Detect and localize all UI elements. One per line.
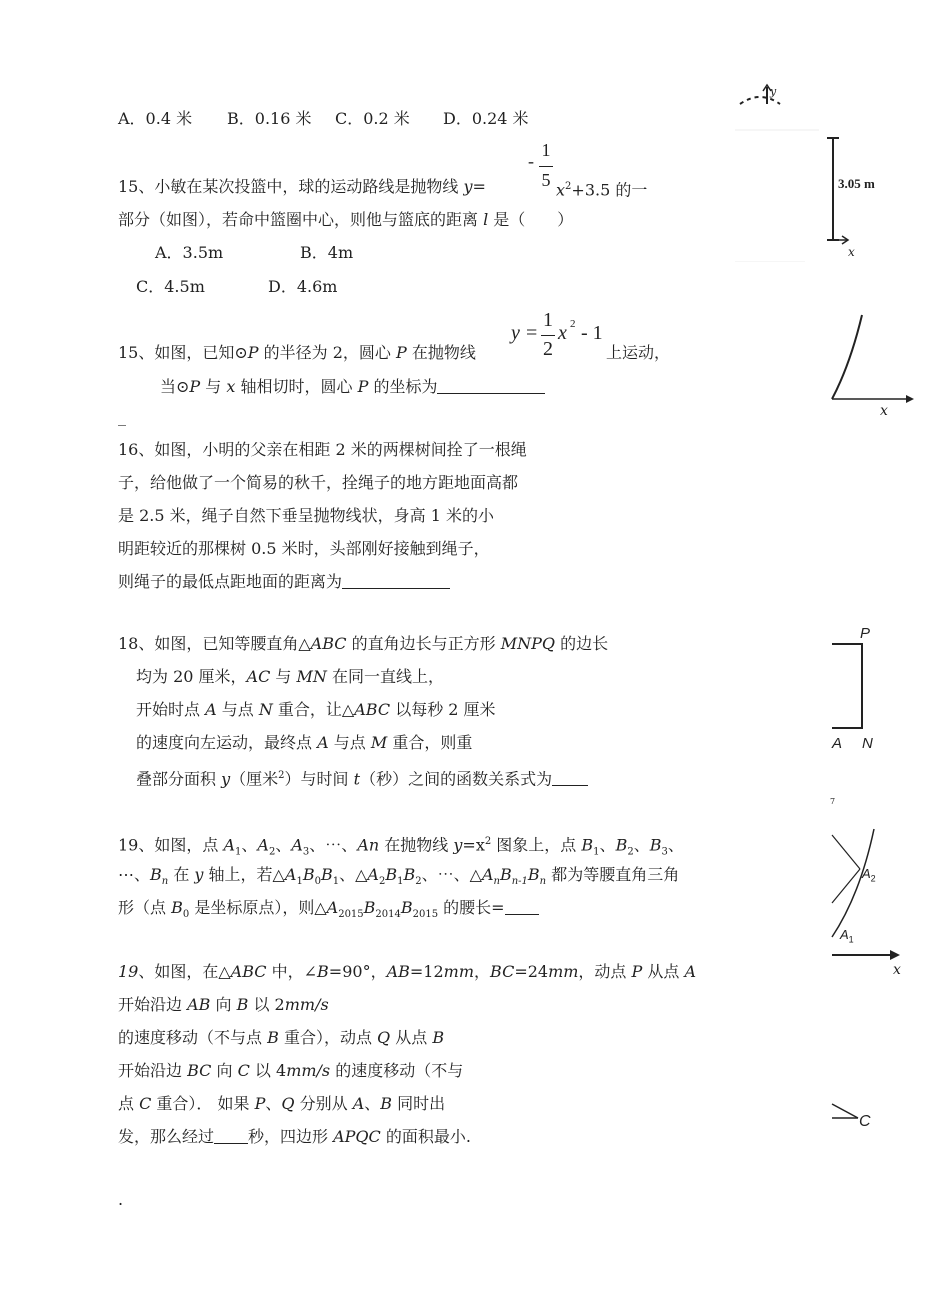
q16-line5: 则绳子的最低点距地面的距离为 [118,572,450,592]
q16-line3: 是 2.5 米，绳子自然下垂呈抛物线状，身高 1 米的小 [118,506,494,525]
q19a-fig-A2-label: $A_2$ [862,866,876,884]
q15b-line2: 当⊙P 与 x 轴相切时，圆心 P 的坐标为 [160,377,545,397]
q19a-fig-x-label: x [893,962,901,978]
q14-option-b: B．0.16 米 [227,109,312,128]
q15a-line1-tail: $x^2+3.5$ 的一 [556,180,648,200]
q16-answer-blank[interactable] [342,574,450,589]
q15a-option-d: D．4.6m [268,277,338,296]
q15a-fig-x-label: x [848,245,855,259]
q15b-answer-blank[interactable] [437,379,545,394]
q18-answer-blank[interactable] [552,771,588,786]
q19b-line4: 开始沿边 BC 向 C 以 4mm/s 的速度移动（不与 [118,1061,464,1080]
q19b-line2: 开始沿边 AB 向 B 以 2mm/s [118,995,329,1014]
q18-fig-N-label: N [862,735,873,752]
q15a-frac-den: 5 [541,170,551,190]
q15a-fig-y-label: y [770,85,777,98]
q18-fig-A-label: A [832,735,843,752]
q19a-line3: 形（点 $B_0$ 是坐标原点），则$\triangle A_{2015}B_{2014}B_{2015}$ 的腰长= [118,898,539,925]
q15b-eq-y: y [511,322,520,344]
q16-line4: 明距较近的那棵树 0.5 米时，头部刚好接触到绳子， [118,539,490,558]
end-dot: . [118,1190,124,1209]
q19b-line3: 的速度移动（不与点 B 重合），动点 Q 从点 B [118,1028,445,1047]
q18-line1: 18、如图，已知等腰直角△ABC 的直角边长与正方形 MNPQ 的边长 [118,634,609,653]
q16-line1: 16、如图，小明的父亲在相距 2 米的两棵树间拴了一根绳 [118,440,527,459]
q15b-fig-x-label: x [880,403,888,419]
q15b-eq-x: x [558,322,567,344]
q14-option-d: D．0.24 米 [443,109,529,128]
q15b-line1: 15、如图，已知⊙P 的半径为 2，圆心 P 在抛物线 [118,343,476,362]
q15b-line1-tail: 上运动， [606,343,671,362]
q15b-eq-equals: = [526,322,538,344]
q15a-minus: - [528,151,534,171]
q15b-frac-num: 1 [543,309,553,331]
q16-line2: 子，给他做了一个简易的秋千，拴绳子的地方距地面高都 [118,473,519,492]
q18-fig-P-label: P [860,625,871,642]
q15a-line2: 部分（如图），若命中篮圈中心，则他与篮底的距离 l 是（ ） [118,210,574,229]
q19b-line5: 点 C 重合）． 如果 P、Q 分别从 A、B 同时出 [118,1094,446,1113]
q15b-frac-den: 2 [543,338,553,360]
q18-line5: 叠部分面积 y（厘米$^2$）与时间 t（秒）之间的函数关系式为 [136,766,588,789]
q19b-line1: 19、如图，在△ABC 中，∠B=90°，AB=12mm，BC=24mm，动点 P 从点 A [118,962,697,981]
q15a-fig-height-label: 3.05 m [838,176,875,191]
q19a-answer-blank[interactable] [505,900,539,915]
q19a-line2: ⋯、$B_n$ 在 y 轴上，若$\triangle A_1B_0B_1$、$\triangle A_2B_1B_2$、⋯、$\triangle A_nB_{n-1}B_n$ 都为等腰直角三角 [118,865,680,888]
q18-line3: 开始时点 A 与点 N 重合，让△ABC 以每秒 2 厘米 [136,700,496,719]
q19b-answer-blank[interactable] [214,1129,248,1144]
q14-option-c: C．0.2 米 [335,109,410,128]
q19a-line1: 19、如图，点 $A_1$、$A_2$、$A_3$、⋯、An 在抛物线 $y=x^2$ 图象上，点 $B_1$、$B_2$、$B_3$、 [118,835,684,858]
q15b-eq-tail: - 1 [581,322,603,344]
q19b-fig-C-label: C [859,1113,871,1130]
q18-line2: 均为 20 厘米，AC 与 MN 在同一直线上， [136,667,445,686]
q15a-option-c: C．4.5m [136,277,205,296]
q18-square-figure [830,640,870,732]
q18-fig-mark: 7 [830,797,836,806]
q15a-line1: 15、小敏在某次投篮中，球的运动路线是抛物线 y= [118,177,486,196]
q15b-frac-bar [541,335,555,336]
q15a-basketball-figure [735,82,885,262]
q15a-option-a: A．3.5m [155,243,224,262]
q19b-line6: 发，那么经过 秒，四边形 APQC 的面积最小. [118,1127,471,1146]
q15a-option-b: B．4m [300,243,354,262]
q14-option-a: A．0.4 米 [118,109,193,128]
q15a-frac-num: 1 [541,140,551,160]
q15b-eq-sq: 2 [570,318,576,330]
q15a-frac-bar [539,166,553,167]
q18-line4: 的速度向左运动，最终点 A 与点 M 重合，则重 [136,733,473,752]
q15b-dash: _ [118,407,126,426]
q19a-fig-A1-label: $A_1$ [840,927,854,945]
